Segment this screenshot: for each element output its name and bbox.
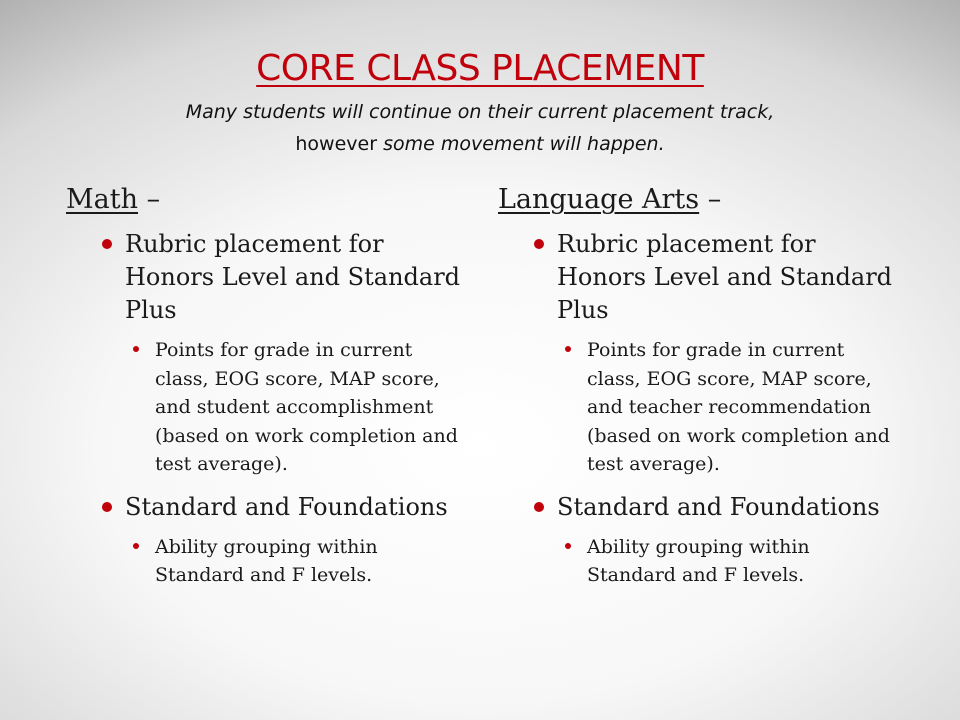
math-bullet-rubric-text: Rubric placement for Honors Level and Standard Plus — [125, 230, 461, 324]
math-sub-bullet-points-text: Points for grade in current class, EOG score, MAP score, and student accomplishment (based on work completion and test average). — [155, 339, 458, 475]
la-bullet-standard-text: Standard and Foundations — [557, 492, 880, 521]
language-arts-heading — [498, 180, 898, 220]
bullet-icon — [102, 502, 112, 512]
la-sub-bullet-grouping — [498, 533, 898, 590]
la-bullet-standard — [498, 491, 898, 524]
subtitle-plain-text: however — [295, 133, 384, 155]
bullet-icon — [534, 239, 544, 249]
sub-bullet-icon — [133, 346, 139, 352]
la-sub-bullet-grouping-text: Ability grouping within Standard and F levels. — [587, 535, 810, 586]
la-bullet-rubric-text: Rubric placement for Honors Level and Standard Plus — [557, 230, 893, 324]
math-sub-bullet-grouping-text: Ability grouping within Standard and F levels. — [155, 535, 378, 586]
bullet-icon — [534, 502, 544, 512]
language-arts-heading-dash: – — [699, 184, 722, 215]
language-arts-column — [498, 180, 898, 590]
sub-bullet-icon — [133, 543, 139, 549]
slide-subtitle-line2 — [0, 129, 960, 159]
math-bullet-standard — [66, 491, 466, 524]
bullet-icon — [102, 239, 112, 249]
math-heading-dash: – — [137, 184, 161, 215]
la-sub-bullet-points-text: Points for grade in current class, EOG score, MAP score, and teacher recommendation (based on work completion and test average). — [587, 339, 890, 475]
language-arts-heading-label: Language Arts — [498, 184, 700, 215]
math-heading-label: Math — [66, 184, 138, 215]
slide-title: CORE CLASS PLACEMENT — [256, 48, 704, 89]
math-bullet-standard-text: Standard and Foundations — [125, 492, 448, 521]
sub-bullet-icon — [565, 543, 571, 549]
math-bullet-rubric — [66, 228, 466, 327]
subtitle-italic-text: some movement will happen. — [383, 133, 665, 155]
math-sub-bullet-points — [66, 336, 466, 479]
math-column — [66, 180, 466, 590]
la-sub-bullet-points — [498, 336, 898, 479]
math-heading — [66, 180, 466, 220]
slide-subtitle-line1: Many students will continue on their current placement track, — [185, 101, 775, 123]
sub-bullet-icon — [565, 346, 571, 352]
math-sub-bullet-grouping — [66, 533, 466, 590]
la-bullet-rubric — [498, 228, 898, 327]
